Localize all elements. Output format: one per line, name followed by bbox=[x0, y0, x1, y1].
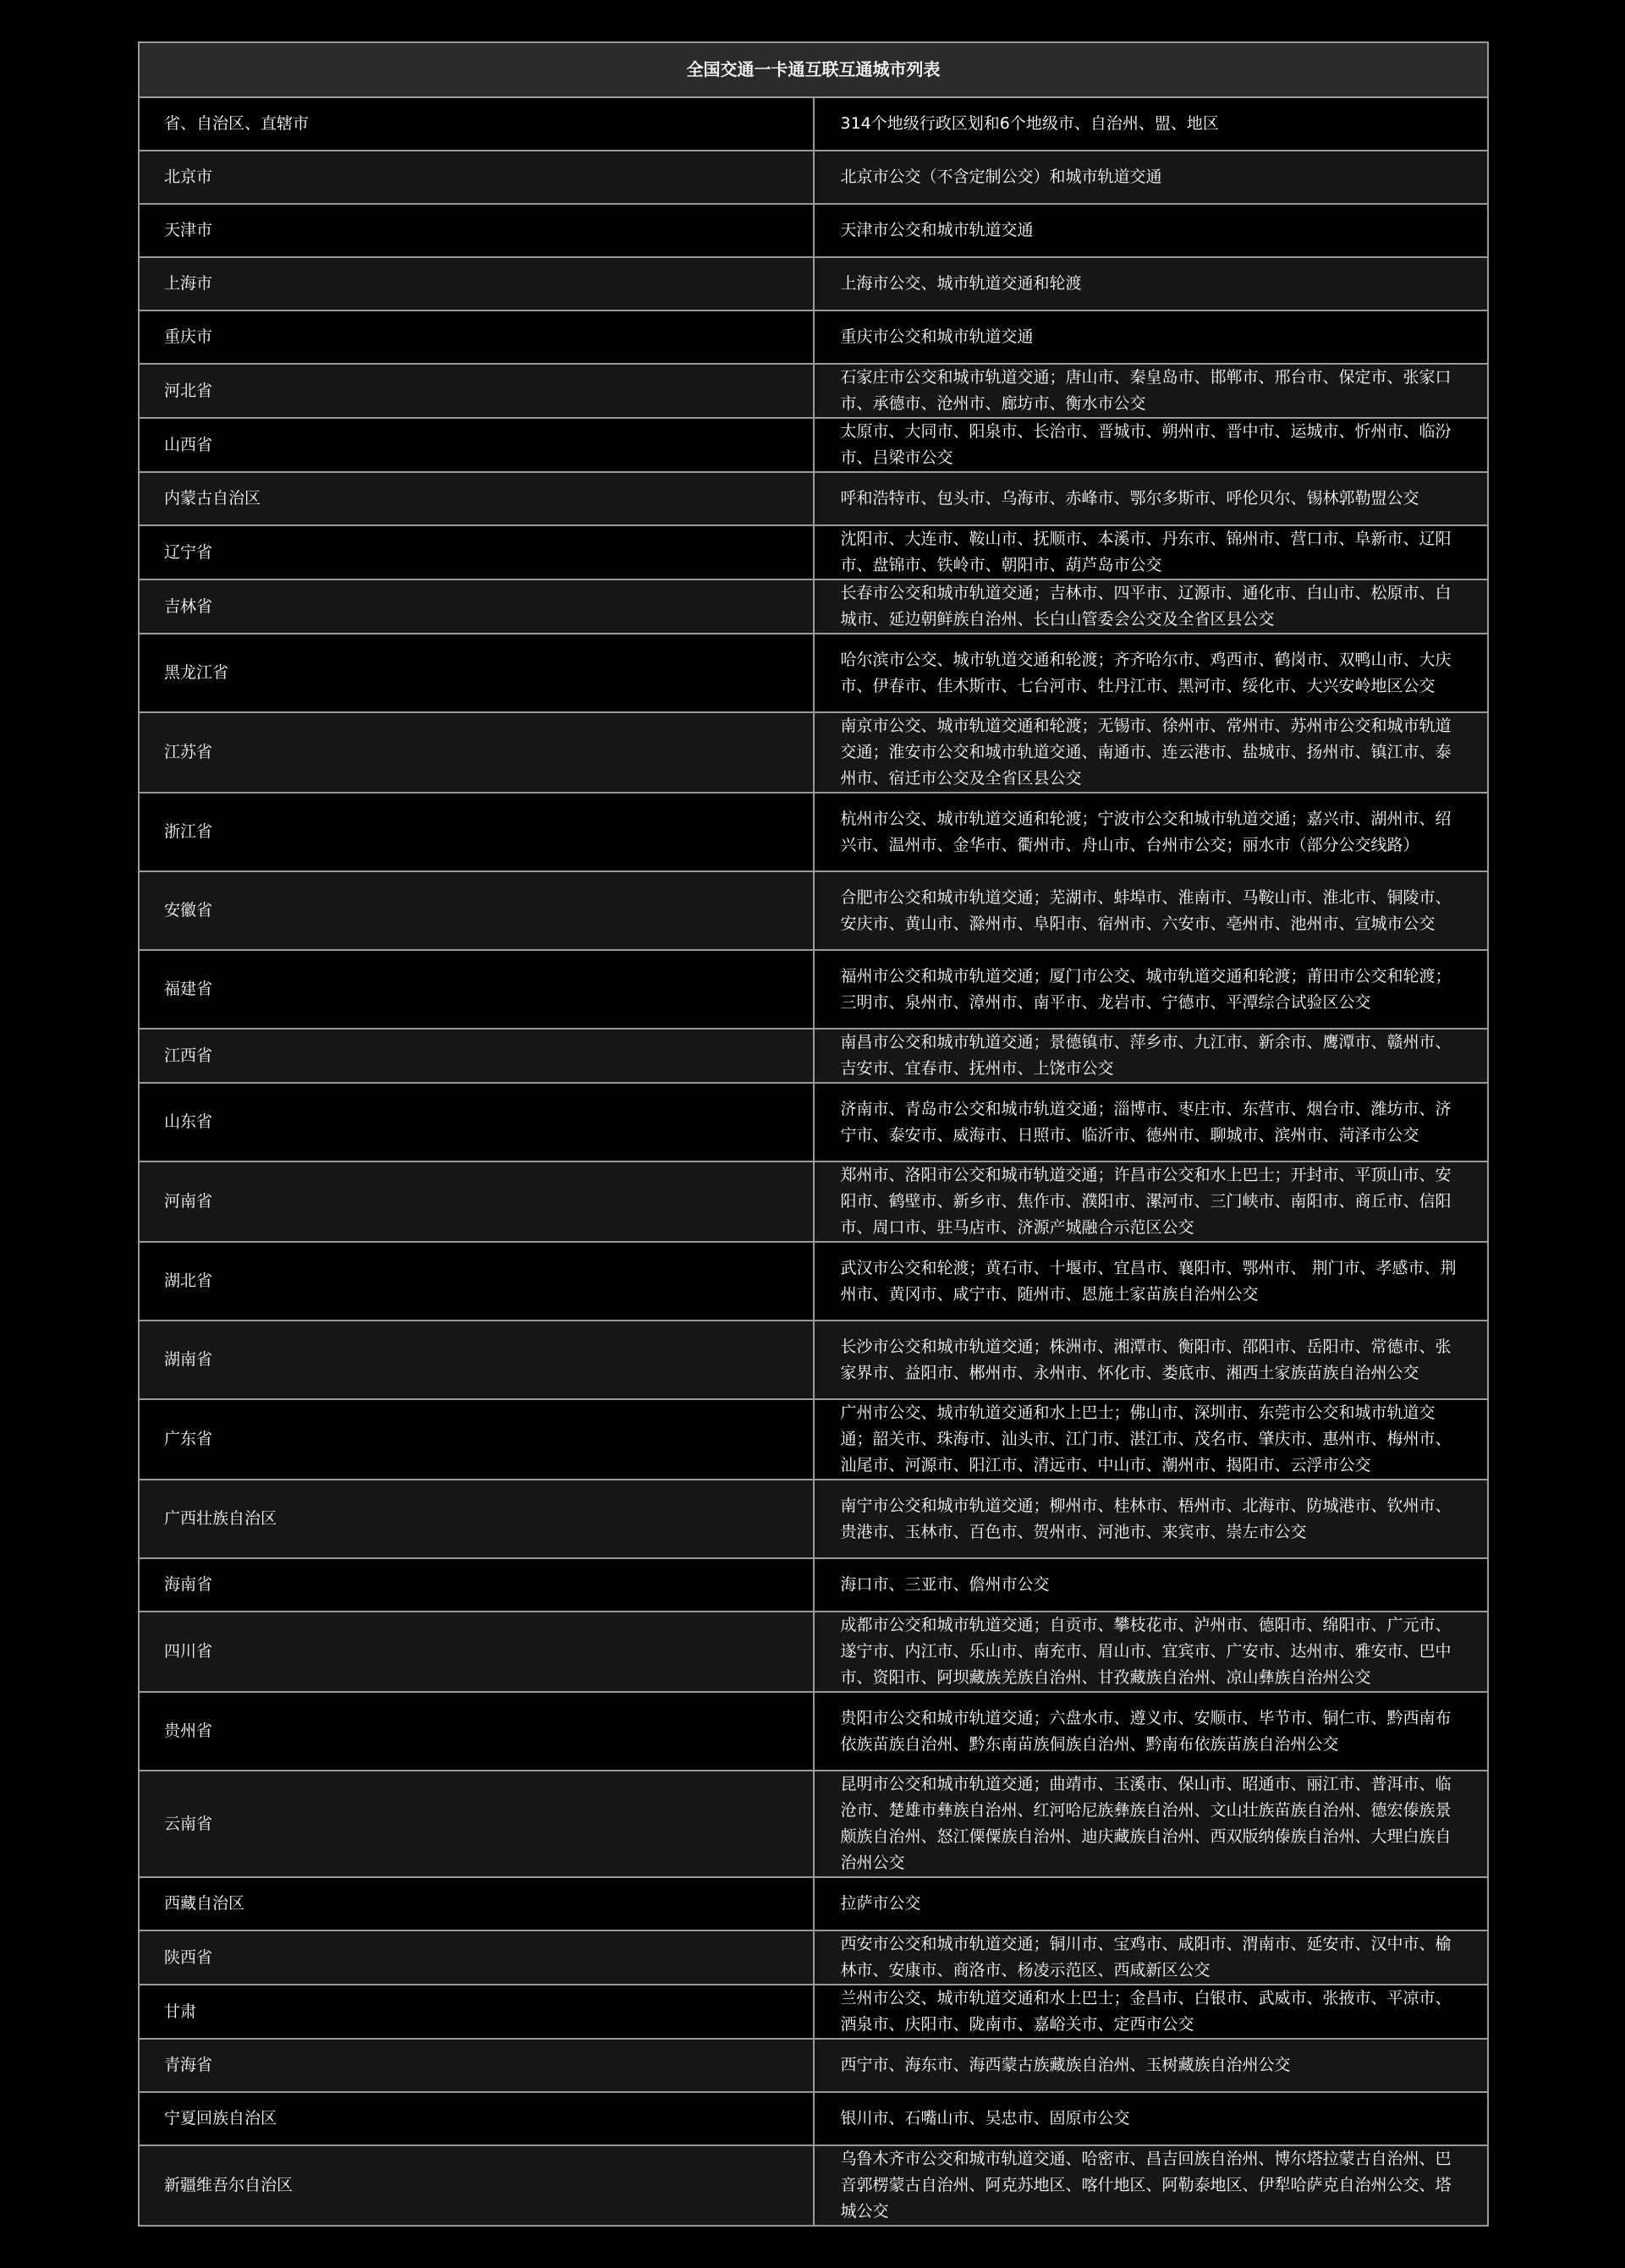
cities-cell: 海口市、三亚市、儋州市公交 bbox=[814, 1558, 1489, 1612]
cities-cell: 郑州市、洛阳市公交和城市轨道交通；许昌市公交和水上巴士；开封市、平顶山市、安阳市、鹤壁市、新乡市、焦作市、濮阳市、漯河市、三门峡市、南阳市、商丘市、信阳市、周口市、驻马店市、济源产城融合示范区公交 bbox=[814, 1161, 1489, 1242]
province-cell: 辽宁省 bbox=[139, 525, 814, 579]
table-row bbox=[139, 1161, 1488, 1242]
table-row bbox=[139, 1321, 1488, 1399]
table-row bbox=[139, 1242, 1488, 1321]
province-cell: 江西省 bbox=[139, 1029, 814, 1083]
province-cell: 陕西省 bbox=[139, 1930, 814, 1985]
table-row bbox=[139, 204, 1488, 257]
cities-cell: 天津市公交和城市轨道交通 bbox=[814, 204, 1489, 257]
cities-cell: 太原市、大同市、阳泉市、长治市、晋城市、朔州市、晋中市、运城市、忻州市、临汾市、吕梁市公交 bbox=[814, 418, 1489, 472]
table-row bbox=[139, 2145, 1488, 2226]
province-cell: 湖南省 bbox=[139, 1321, 814, 1399]
province-cell: 西藏自治区 bbox=[139, 1877, 814, 1930]
cities-cell: 武汉市公交和轮渡；黄石市、十堰市、宜昌市、襄阳市、鄂州市、 荆门市、孝感市、荆州市、黄冈市、咸宁市、随州市、恩施土家苗族自治州公交 bbox=[814, 1242, 1489, 1321]
cities-cell: 上海市公交、城市轨道交通和轮渡 bbox=[814, 257, 1489, 310]
cities-cell: 成都市公交和城市轨道交通；自贡市、攀枝花市、泸州市、德阳市、绵阳市、广元市、遂宁市、内江市、乐山市、南充市、眉山市、宜宾市、广安市、达州市、雅安市、巴中市、资阳市、阿坝藏族羌族自治州、甘孜藏族自治州、凉山彝族自治州公交 bbox=[814, 1612, 1489, 1692]
table-row bbox=[139, 871, 1488, 950]
province-cell: 江苏省 bbox=[139, 712, 814, 793]
province-cell: 贵州省 bbox=[139, 1692, 814, 1771]
table-row bbox=[139, 2039, 1488, 2092]
province-cell: 河北省 bbox=[139, 364, 814, 418]
cities-cell: 重庆市公交和城市轨道交通 bbox=[814, 310, 1489, 364]
cities-cell: 西安市公交和城市轨道交通；铜川市、宝鸡市、咸阳市、渭南市、延安市、汉中市、榆林市、安康市、商洛市、杨凌示范区、西咸新区公交 bbox=[814, 1930, 1489, 1985]
table-row bbox=[139, 310, 1488, 364]
province-cell: 天津市 bbox=[139, 204, 814, 257]
table-row bbox=[139, 1771, 1488, 1877]
cities-cell: 314个地级行政区划和6个地级市、自治州、盟、地区 bbox=[814, 97, 1489, 151]
cities-cell: 杭州市公交、城市轨道交通和轮渡；宁波市公交和城市轨道交通；嘉兴市、湖州市、绍兴市、温州市、金华市、衢州市、舟山市、台州市公交；丽水市（部分公交线路） bbox=[814, 793, 1489, 871]
cities-cell: 南昌市公交和城市轨道交通；景德镇市、萍乡市、九江市、新余市、鹰潭市、赣州市、吉安市、宜春市、抚州市、上饶市公交 bbox=[814, 1029, 1489, 1083]
table-row bbox=[139, 472, 1488, 525]
province-cell: 山西省 bbox=[139, 418, 814, 472]
province-cell: 北京市 bbox=[139, 151, 814, 204]
table-row bbox=[139, 151, 1488, 204]
table-row bbox=[139, 525, 1488, 579]
province-cell: 省、自治区、直辖市 bbox=[139, 97, 814, 151]
cities-cell: 昆明市公交和城市轨道交通；曲靖市、玉溪市、保山市、昭通市、丽江市、普洱市、临沧市、楚雄市彝族自治州、红河哈尼族彝族自治州、文山壮族苗族自治州、德宏傣族景颇族自治州、怒江傈僳族自治州、迪庆藏族自治州、西双版纳傣族自治州、大理白族自治州公交 bbox=[814, 1771, 1489, 1877]
cities-cell: 南宁市公交和城市轨道交通；柳州市、桂林市、梧州市、北海市、防城港市、钦州市、贵港市、玉林市、百色市、贺州市、河池市、来宾市、崇左市公交 bbox=[814, 1480, 1489, 1558]
province-cell: 福建省 bbox=[139, 950, 814, 1029]
cities-cell: 南京市公交、城市轨道交通和轮渡；无锡市、徐州市、常州市、苏州市公交和城市轨道交通；淮安市公交和城市轨道交通、南通市、连云港市、盐城市、扬州市、镇江市、泰州市、宿迁市公交及全省区县公交 bbox=[814, 712, 1489, 793]
city-list-table-container bbox=[138, 41, 1489, 2227]
cities-cell: 乌鲁木齐市公交和城市轨道交通、哈密市、昌吉回族自治州、博尔塔拉蒙古自治州、巴音郭楞蒙古自治州、阿克苏地区、喀什地区、阿勒泰地区、伊犁哈萨克自治州公交、塔城公交 bbox=[814, 2145, 1489, 2226]
province-cell: 河南省 bbox=[139, 1161, 814, 1242]
table-row bbox=[139, 1558, 1488, 1612]
table-row bbox=[139, 418, 1488, 472]
table-row bbox=[139, 1985, 1488, 2039]
province-cell: 海南省 bbox=[139, 1558, 814, 1612]
table-row bbox=[139, 1480, 1488, 1558]
table-row bbox=[139, 2092, 1488, 2145]
province-cell: 甘肃 bbox=[139, 1985, 814, 2039]
cities-cell: 广州市公交、城市轨道交通和水上巴士；佛山市、深圳市、东莞市公交和城市轨道交通；韶关市、珠海市、汕头市、江门市、湛江市、茂名市、肇庆市、惠州市、梅州市、汕尾市、河源市、阳江市、清远市、中山市、潮州市、揭阳市、云浮市公交 bbox=[814, 1399, 1489, 1480]
province-cell: 内蒙古自治区 bbox=[139, 472, 814, 525]
table-row bbox=[139, 793, 1488, 871]
province-cell: 黑龙江省 bbox=[139, 634, 814, 712]
province-cell: 浙江省 bbox=[139, 793, 814, 871]
table-row bbox=[139, 1029, 1488, 1083]
table-row bbox=[139, 1612, 1488, 1692]
cities-cell: 贵阳市公交和城市轨道交通；六盘水市、遵义市、安顺市、毕节市、铜仁市、黔西南布依族苗族自治州、黔东南苗族侗族自治州、黔南布依族苗族自治州公交 bbox=[814, 1692, 1489, 1771]
table-row bbox=[139, 634, 1488, 712]
cities-cell: 石家庄市公交和城市轨道交通；唐山市、秦皇岛市、邯郸市、邢台市、保定市、张家口市、承德市、沧州市、廊坊市、衡水市公交 bbox=[814, 364, 1489, 418]
province-cell: 四川省 bbox=[139, 1612, 814, 1692]
cities-cell: 福州市公交和城市轨道交通；厦门市公交、城市轨道交通和轮渡；莆田市公交和轮渡；三明市、泉州市、漳州市、南平市、龙岩市、宁德市、平潭综合试验区公交 bbox=[814, 950, 1489, 1029]
table-row bbox=[139, 257, 1488, 310]
city-list-table bbox=[138, 41, 1489, 2227]
table-row bbox=[139, 1930, 1488, 1985]
cities-cell: 拉萨市公交 bbox=[814, 1877, 1489, 1930]
province-cell: 上海市 bbox=[139, 257, 814, 310]
table-row bbox=[139, 950, 1488, 1029]
table-title: 全国交通一卡通互联互通城市列表 bbox=[139, 42, 1488, 97]
cities-cell: 济南市、青岛市公交和城市轨道交通；淄博市、枣庄市、东营市、烟台市、潍坊市、济宁市、泰安市、威海市、日照市、临沂市、德州市、聊城市、滨州市、菏泽市公交 bbox=[814, 1083, 1489, 1161]
province-cell: 吉林省 bbox=[139, 579, 814, 634]
table-row bbox=[139, 1692, 1488, 1771]
province-cell: 山东省 bbox=[139, 1083, 814, 1161]
cities-cell: 银川市、石嘴山市、吴忠市、固原市公交 bbox=[814, 2092, 1489, 2145]
table-row bbox=[139, 712, 1488, 793]
province-cell: 青海省 bbox=[139, 2039, 814, 2092]
table-row bbox=[139, 579, 1488, 634]
cities-cell: 北京市公交（不含定制公交）和城市轨道交通 bbox=[814, 151, 1489, 204]
table-row bbox=[139, 1083, 1488, 1161]
province-cell: 广东省 bbox=[139, 1399, 814, 1480]
cities-cell: 兰州市公交、城市轨道交通和水上巴士；金昌市、白银市、武威市、张掖市、平凉市、酒泉市、庆阳市、陇南市、嘉峪关市、定西市公交 bbox=[814, 1985, 1489, 2039]
province-cell: 湖北省 bbox=[139, 1242, 814, 1321]
province-cell: 重庆市 bbox=[139, 310, 814, 364]
table-row bbox=[139, 364, 1488, 418]
province-cell: 宁夏回族自治区 bbox=[139, 2092, 814, 2145]
cities-cell: 长沙市公交和城市轨道交通；株洲市、湘潭市、衡阳市、邵阳市、岳阳市、常德市、张家界市、益阳市、郴州市、永州市、怀化市、娄底市、湘西土家族苗族自治州公交 bbox=[814, 1321, 1489, 1399]
province-cell: 云南省 bbox=[139, 1771, 814, 1877]
table-row bbox=[139, 1399, 1488, 1480]
cities-cell: 西宁市、海东市、海西蒙古族藏族自治州、玉树藏族自治州公交 bbox=[814, 2039, 1489, 2092]
cities-cell: 合肥市公交和城市轨道交通；芜湖市、蚌埠市、淮南市、马鞍山市、淮北市、铜陵市、安庆市、黄山市、滁州市、阜阳市、宿州市、六安市、亳州市、池州市、宣城市公交 bbox=[814, 871, 1489, 950]
cities-cell: 呼和浩特市、包头市、乌海市、赤峰市、鄂尔多斯市、呼伦贝尔、锡林郭勒盟公交 bbox=[814, 472, 1489, 525]
cities-cell: 长春市公交和城市轨道交通；吉林市、四平市、辽源市、通化市、白山市、松原市、白城市、延边朝鲜族自治州、长白山管委会公交及全省区县公交 bbox=[814, 579, 1489, 634]
cities-cell: 沈阳市、大连市、鞍山市、抚顺市、本溪市、丹东市、锦州市、营口市、阜新市、辽阳市、盘锦市、铁岭市、朝阳市、葫芦岛市公交 bbox=[814, 525, 1489, 579]
table-row bbox=[139, 1877, 1488, 1930]
table-row bbox=[139, 97, 1488, 151]
province-cell: 安徽省 bbox=[139, 871, 814, 950]
cities-cell: 哈尔滨市公交、城市轨道交通和轮渡；齐齐哈尔市、鸡西市、鹤岗市、双鸭山市、大庆市、伊春市、佳木斯市、七台河市、牡丹江市、黑河市、绥化市、大兴安岭地区公交 bbox=[814, 634, 1489, 712]
province-cell: 广西壮族自治区 bbox=[139, 1480, 814, 1558]
province-cell: 新疆维吾尔自治区 bbox=[139, 2145, 814, 2226]
